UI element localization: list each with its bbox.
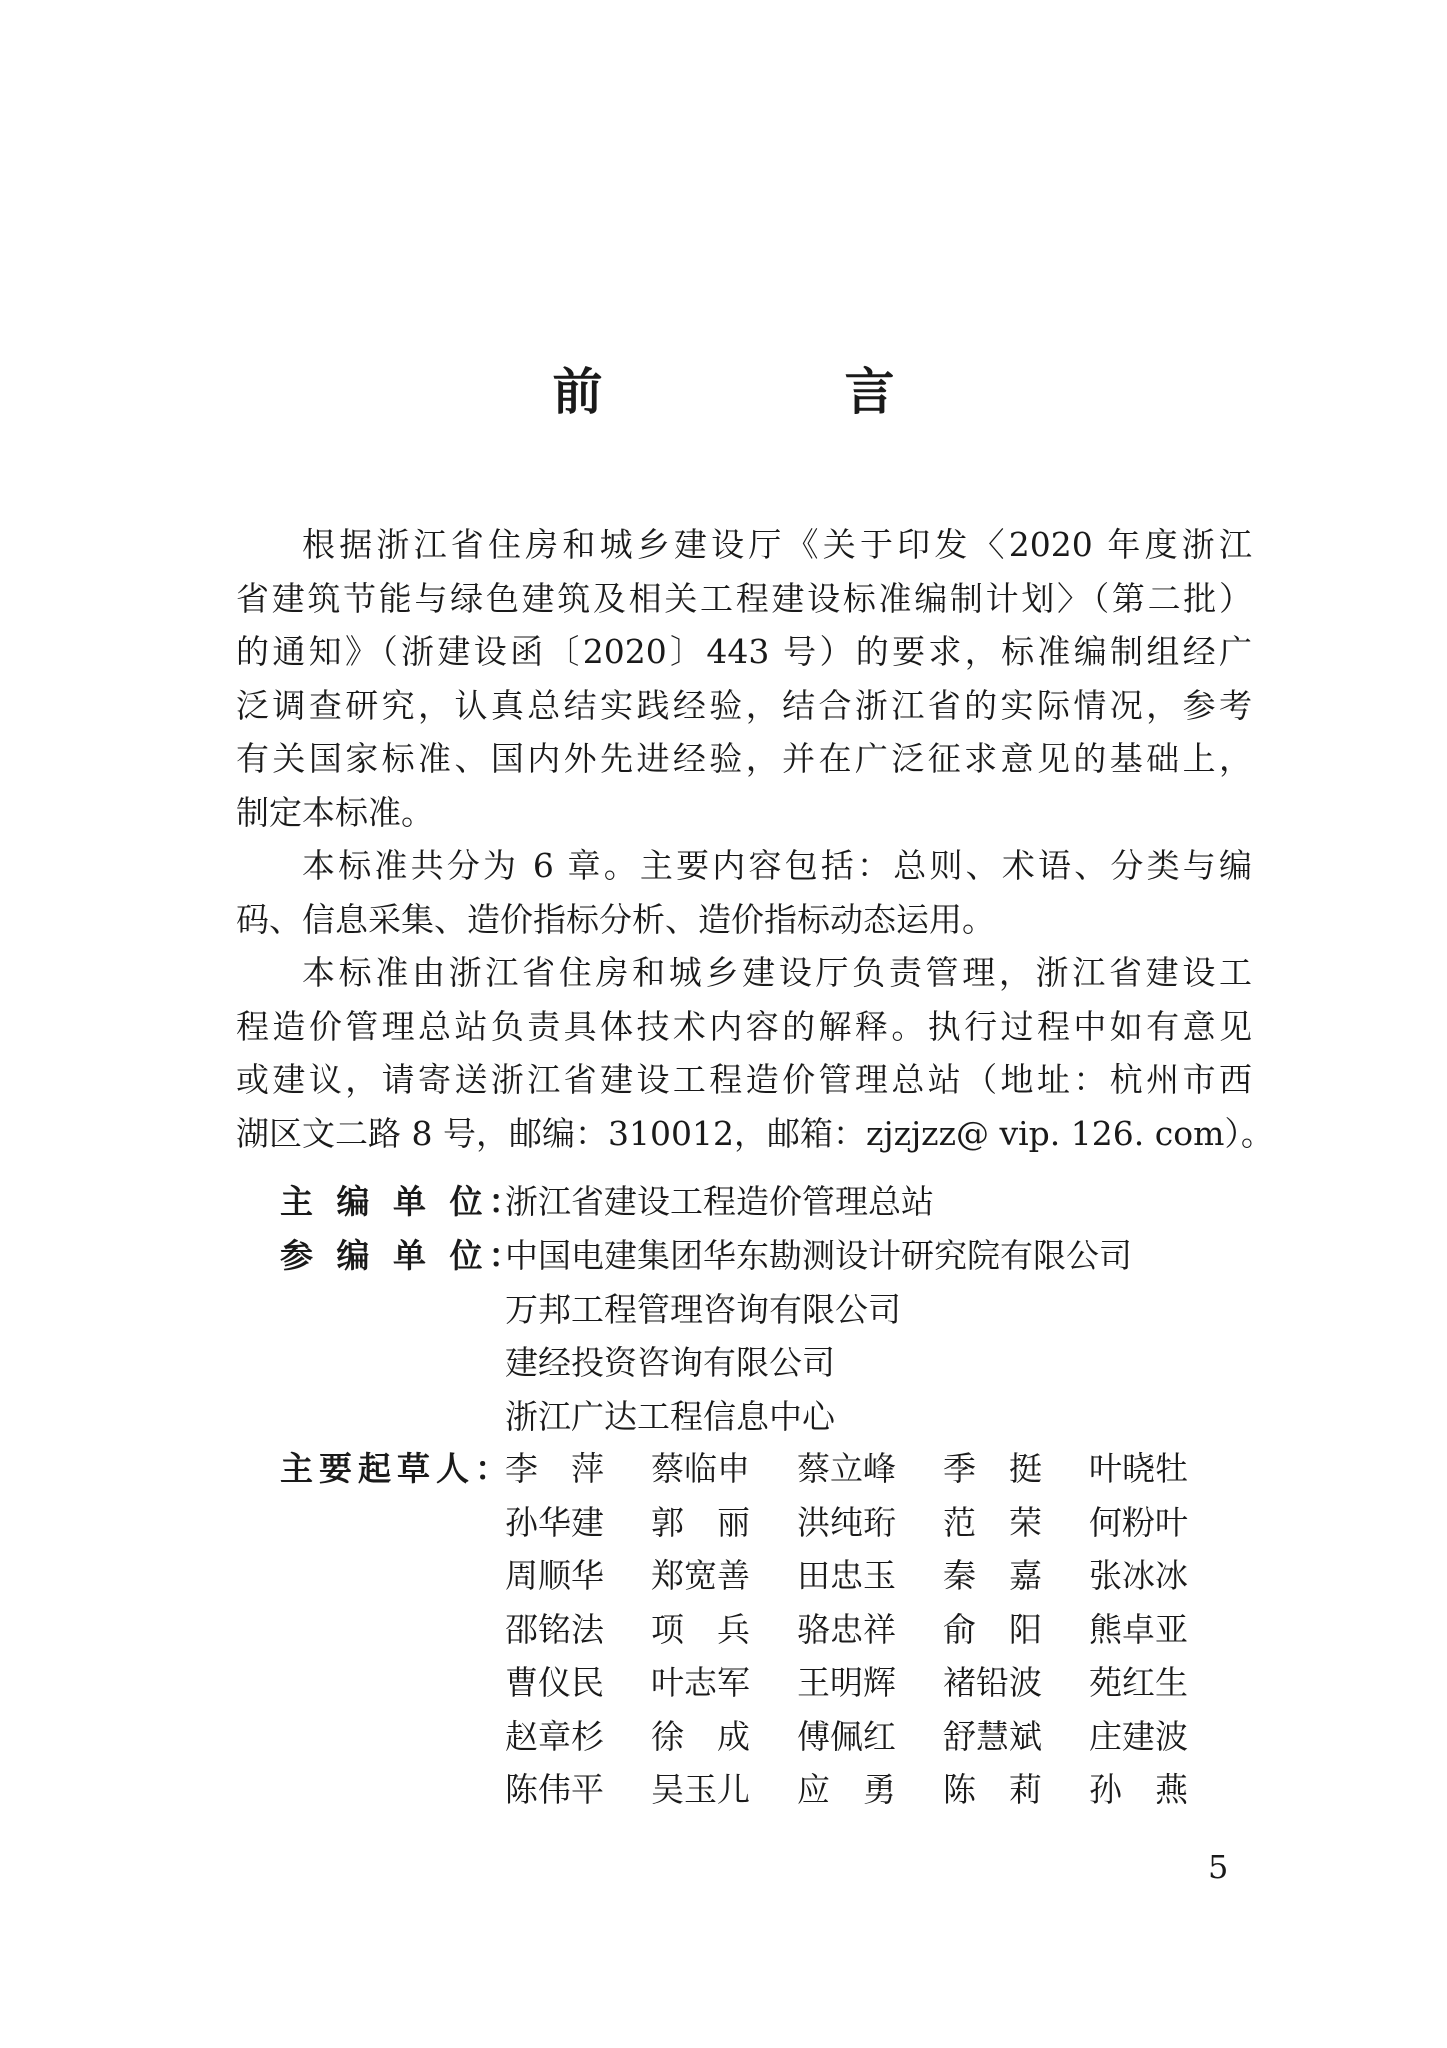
drafter-name: 王明辉 <box>797 1663 896 1702</box>
drafters-row <box>505 1603 1235 1657</box>
organization-name: 浙江省建设工程造价管理总站 <box>505 1182 934 1221</box>
drafter-name: 陈 莉 <box>943 1770 1042 1809</box>
paragraph-line: 省建筑节能与绿色建筑及相关工程建设标准编制计划〉（第二批） <box>236 578 1252 618</box>
organization-name: 万邦工程管理咨询有限公司 <box>505 1289 901 1329</box>
co-editors-label: 参 编 单 位： <box>280 1236 528 1275</box>
drafter-name: 李 萍 <box>505 1449 604 1488</box>
drafter-name: 孙 燕 <box>1089 1770 1188 1809</box>
drafter-name: 周顺华 <box>505 1556 604 1595</box>
paragraph-line: 泛调查研究，认真总结实践经验，结合浙江省的实际情况，参考 <box>236 685 1252 725</box>
drafter-name: 舒慧斌 <box>943 1716 1042 1756</box>
paragraph-line: 有关国家标准、国内外先进经验，并在广泛征求意见的基础上， <box>236 739 1252 778</box>
co-editors-values <box>505 1229 1132 1443</box>
paragraph-basis <box>236 518 1252 572</box>
drafter-name: 熊卓亚 <box>1089 1609 1188 1649</box>
paragraph-contents <box>236 839 1252 893</box>
drafter-name: 郑宽善 <box>651 1556 750 1595</box>
organization-name: 浙江广达工程信息中心 <box>505 1396 835 1436</box>
drafter-name: 曹仪民 <box>505 1663 604 1702</box>
drafter-name: 何粉叶 <box>1089 1502 1188 1542</box>
organization-name: 建经投资咨询有限公司 <box>505 1343 835 1382</box>
drafter-name: 叶志军 <box>651 1663 750 1702</box>
paragraph-line: 制定本标准。 <box>236 792 434 832</box>
drafters-row <box>505 1710 1235 1764</box>
drafter-name: 田忠玉 <box>797 1556 896 1595</box>
paragraph-line: 湖区文二路 8 号，邮编：310012，邮箱：zjzjzz@ vip. 126. com）。 <box>236 1113 1274 1153</box>
drafter-name: 蔡临申 <box>651 1449 750 1488</box>
drafters-row <box>505 1442 1235 1496</box>
drafter-name: 洪纯珩 <box>797 1502 896 1542</box>
chief-editor-values <box>505 1175 934 1229</box>
drafters-row <box>505 1496 1235 1550</box>
drafter-name: 陈伟平 <box>505 1770 604 1809</box>
drafter-name: 赵章杉 <box>505 1716 604 1756</box>
drafter-name: 郭 丽 <box>651 1502 750 1542</box>
drafter-name: 季 挺 <box>943 1449 1042 1488</box>
drafter-name: 张冰冰 <box>1089 1556 1188 1595</box>
drafter-name: 应 勇 <box>797 1770 896 1809</box>
drafter-name: 秦 嘉 <box>943 1556 1042 1595</box>
page-number: 5 <box>1208 1848 1229 1886</box>
paragraph-line: 程造价管理总站负责具体技术内容的解释。执行过程中如有意见 <box>236 1006 1252 1046</box>
drafter-name: 吴玉儿 <box>651 1770 750 1809</box>
page-title: 前 言 <box>552 363 991 421</box>
organization-name: 中国电建集团华东勘测设计研究院有限公司 <box>505 1236 1132 1275</box>
drafter-name: 蔡立峰 <box>797 1449 896 1488</box>
paragraph-line: 根据浙江省住房和城乡建设厅《关于印发〈2020 年度浙江 <box>302 525 1252 564</box>
paragraph-management <box>236 946 1252 1000</box>
drafters-row <box>505 1549 1235 1603</box>
drafters-row <box>505 1763 1235 1817</box>
drafter-name: 范 荣 <box>943 1502 1042 1542</box>
drafter-name: 傅佩红 <box>797 1716 896 1756</box>
drafter-name: 孙华建 <box>505 1502 604 1542</box>
drafter-name: 叶晓牡 <box>1089 1449 1188 1488</box>
paragraph-line: 本标准共分为 6 章。主要内容包括：总则、术语、分类与编 <box>302 846 1252 885</box>
drafter-name: 项 兵 <box>651 1609 750 1649</box>
drafter-name: 徐 成 <box>651 1716 750 1756</box>
paragraph-line: 本标准由浙江省住房和城乡建设厅负责管理，浙江省建设工 <box>302 953 1252 992</box>
preface-body <box>236 518 1274 1160</box>
paragraph-line: 码、信息采集、造价指标分析、造价指标动态运用。 <box>236 899 995 939</box>
drafters-label: 主要起草人： <box>280 1449 514 1488</box>
chief-editor-label: 主 编 单 位： <box>280 1182 528 1221</box>
drafter-name: 邵铭法 <box>505 1609 604 1649</box>
drafter-name: 褚铅波 <box>943 1663 1042 1702</box>
drafter-name: 庄建波 <box>1089 1716 1188 1756</box>
drafters-grid <box>505 1442 1235 1817</box>
paragraph-line: 或建议，请寄送浙江省建设工程造价管理总站（地址：杭州市西 <box>236 1060 1252 1099</box>
drafter-name: 苑红生 <box>1089 1663 1188 1702</box>
drafters-row <box>505 1656 1235 1710</box>
drafter-name: 俞 阳 <box>943 1609 1042 1649</box>
drafter-name: 骆忠祥 <box>797 1609 896 1649</box>
paragraph-line: 的通知》（浙建设函〔2020〕443 号）的要求，标准编制组经广 <box>236 632 1252 671</box>
